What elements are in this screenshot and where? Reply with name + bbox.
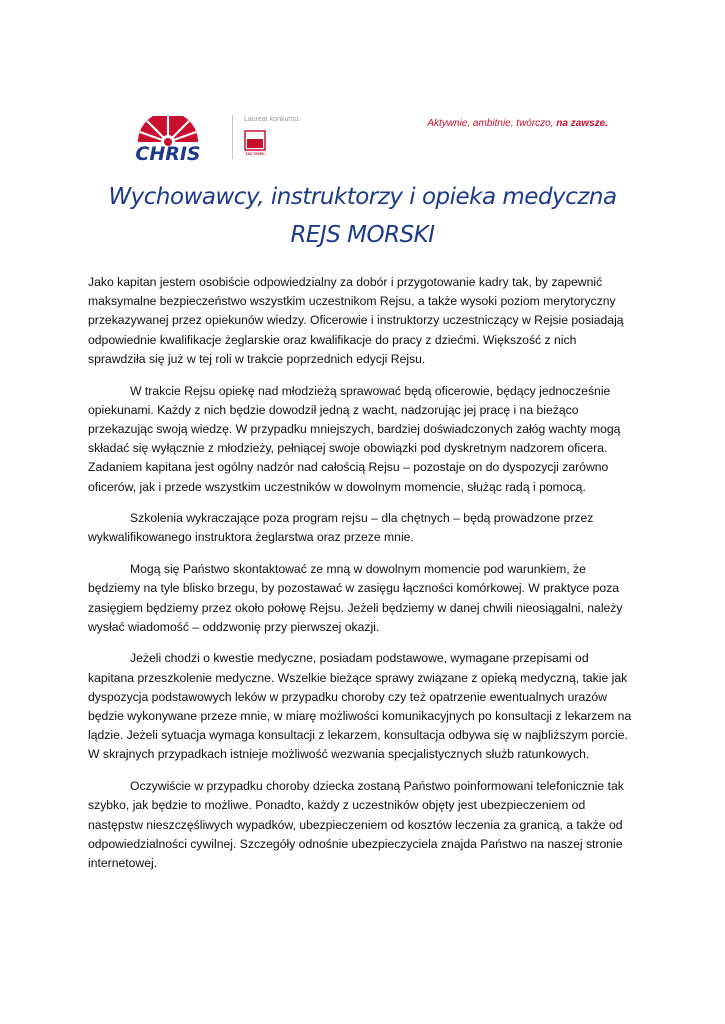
award-badge-icon bbox=[244, 130, 266, 156]
document-subtitle: REJS MORSKI bbox=[290, 222, 435, 248]
tagline bbox=[427, 118, 608, 129]
laureat-label: Laureat konkursu: bbox=[244, 116, 301, 123]
paragraph-5: Jeżeli chodzi o kwestie medyczne, posiadam podstawowe, wymagane przepisami od kapitana przeszkolenie medyczne. Wszelkie bieżące sprawy związane z opieką medyczną, takie jak dyspozycja podstawowych leków w przypadku choroby czy też opatrzenie ewentualnych urazów będzie wykonywane przeze mnie, w miarę możliwości komunikacyjnych po konsultacji z lekarzem na lądzie. Jeżeli sytuacja wymaga konsultacji z lekarzem, konsultacja odbywa się w najbliższym porcie. W skrajnych przypadkach istnieje możliwość wezwania specjalistycznych służb ratunkowych. bbox=[88, 651, 632, 762]
header-divider bbox=[232, 115, 233, 159]
document-title: Wychowawcy, instruktorzy i opieka medyczna bbox=[108, 184, 617, 210]
svg-text:TAK TOKEN: TAK TOKEN bbox=[245, 152, 265, 156]
tagline-text: Aktywnie, ambitnie, twórczo, bbox=[427, 118, 557, 129]
svg-text:CHRIS: CHRIS bbox=[135, 143, 201, 162]
chris-logo-icon bbox=[116, 116, 220, 162]
page-header bbox=[0, 0, 725, 175]
tagline-emphasis: na zawsze. bbox=[556, 118, 608, 129]
paragraph-3: Szkolenia wykraczające poza program rejsu – dla chętnych – będą prowadzone przez wykwalifikowanego instruktora żeglarstwa oraz przeze mnie. bbox=[88, 511, 594, 545]
award-logo bbox=[244, 130, 266, 156]
paragraph-6: Oczywiście w przypadku choroby dziecka zostaną Państwo poinformowani telefonicznie tak szybko, jak będzie to możliwe. Ponadto, każdy z uczestników objęty jest ubezpieczeniem od następstw nieszczęśliwych wypadków, ubezpieczeniem od kosztów leczenia za granicą, a także od odpowiedzialności cywilnej. Szczegóły odnośnie ubezpieczyciela znajda Państwo na naszej stronie internetowej. bbox=[88, 779, 624, 870]
paragraph-4: Mogą się Państwo skontaktować ze mną w dowolnym momencie pod warunkiem, że będziemy na tyle blisko brzegu, by pozostawać w zasięgu łączności komórkowej. W praktyce poza zasięgiem będziemy przez około połowę Rejsu. Jeżeli będziemy w danej chwili nieosiągalni, należy wysłać wiadomość – oddzwonię przy pierwszej okazji. bbox=[88, 562, 623, 634]
chris-logo bbox=[116, 116, 220, 162]
paragraph-1: Jako kapitan jestem osobiście odpowiedzialny za dobór i przygotowanie kadry tak, by zapewnić maksymalne bezpieczeństwo wszystkim uczestnikom Rejsu, a także wysoki poziom merytoryczny przekazywanej przez opiekunów wiedzy. Oficerowie i instruktorzy uczestniczący w Rejsie posiadają odpowiednie kwalifikacje żeglarskie oraz kwalifikacje do pracy z dziećmi. Większość z nich sprawdziła się już w tej roli w trakcie poprzednich edycji Rejsu. bbox=[88, 275, 624, 366]
document-body bbox=[88, 273, 634, 886]
paragraph-2: W trakcie Rejsu opiekę nad młodzieżą sprawować będą oficerowie, będący jednocześnie opiekunami. Każdy z nich będzie dowodził jedną z wacht, nadzorując jej pracę i na bieżąco przekazując swoją wiedzę. W przypadku mniejszych, bardziej doświadczonych załóg wachty mogą składać się wyłącznie z młodzieży, pełniącej swoje obowiązki pod dyskretnym nadzorem oficera. Zadaniem kapitana jest ogólny nadzór nad całością Rejsu – pozostaje on do dyspozycji zarówno oficerów, jak i przede wszystkim uczestników w dowolnym momencie, służąc radą i pomocą. bbox=[88, 383, 621, 494]
